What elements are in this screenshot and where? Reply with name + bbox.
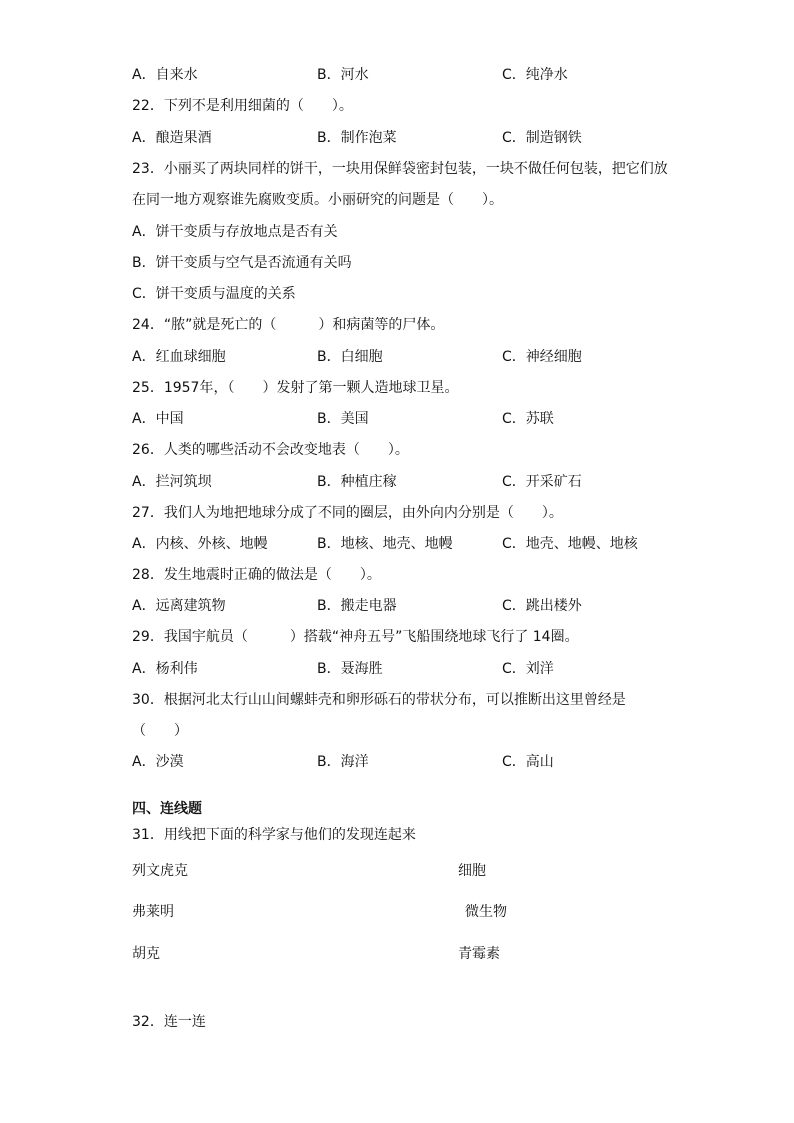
q23-option-b[interactable]: B．饼干变质与空气是否流通有关吗 xyxy=(132,255,352,271)
q24-stem: 24．“脓”就是死亡的（ ）和病菌等的尸体。 xyxy=(132,317,445,333)
q25-option-b[interactable]: B．美国 xyxy=(317,411,369,427)
q29-stem: 29．我国宇航员（ ）搭载“神舟五号”飞船围绕地球飞行了 14圈。 xyxy=(132,629,579,645)
q30-option-a[interactable]: A．沙漠 xyxy=(132,754,184,770)
q22-option-b[interactable]: B．制作泡菜 xyxy=(317,130,397,146)
q22-option-c[interactable]: C．制造钢铁 xyxy=(502,130,582,146)
q27-option-c[interactable]: C．地壳、地幔、地核 xyxy=(502,536,638,552)
q25-stem: 25．1957年，（ ）发射了第一颗人造地球卫星。 xyxy=(132,380,459,396)
q30-option-b[interactable]: B．海洋 xyxy=(317,754,369,770)
q31-left-item-1[interactable]: 列文虎克 xyxy=(132,863,188,879)
q30-stem-line2: （ ） xyxy=(132,723,188,739)
q21-option-c[interactable]: C．纯净水 xyxy=(502,67,568,83)
section-title-matching: 四、连线题 xyxy=(132,801,202,817)
q31-stem: 31．用线把下面的科学家与他们的发现连起来 xyxy=(132,827,416,843)
q24-option-c[interactable]: C．神经细胞 xyxy=(502,349,582,365)
q32-stem: 32．连一连 xyxy=(132,1014,206,1030)
q21-option-b[interactable]: B．河水 xyxy=(317,67,369,83)
q25-option-a[interactable]: A．中国 xyxy=(132,411,184,427)
q26-option-c[interactable]: C．开采矿石 xyxy=(502,474,582,490)
q25-option-c[interactable]: C．苏联 xyxy=(502,411,554,427)
q31-left-item-3[interactable]: 胡克 xyxy=(132,946,160,962)
q31-right-item-1[interactable]: 细胞 xyxy=(458,863,486,879)
q27-stem: 27．我们人为地把地球分成了不同的圈层，由外向内分别是（ ）。 xyxy=(132,505,563,521)
q29-option-b[interactable]: B．聂海胜 xyxy=(317,661,383,677)
q27-option-a[interactable]: A．内核、外核、地幔 xyxy=(132,536,268,552)
q24-option-a[interactable]: A．红血球细胞 xyxy=(132,349,226,365)
q29-option-c[interactable]: C．刘洋 xyxy=(502,661,554,677)
q22-stem: 22．下列不是利用细菌的（ ）。 xyxy=(132,98,353,114)
q28-stem: 28．发生地震时正确的做法是（ ）。 xyxy=(132,567,381,583)
q26-option-a[interactable]: A．拦河筑坝 xyxy=(132,474,212,490)
q21-option-a[interactable]: A．自来水 xyxy=(132,67,198,83)
q27-option-b[interactable]: B．地核、地壳、地幔 xyxy=(317,536,453,552)
q31-right-item-3[interactable]: 青霉素 xyxy=(458,946,500,962)
q30-option-c[interactable]: C．高山 xyxy=(502,754,554,770)
q28-option-a[interactable]: A．远离建筑物 xyxy=(132,598,226,614)
q23-option-c[interactable]: C．饼干变质与温度的关系 xyxy=(132,286,296,302)
q28-option-b[interactable]: B．搬走电器 xyxy=(317,598,397,614)
q23-option-a[interactable]: A．饼干变质与存放地点是否有关 xyxy=(132,224,338,240)
q30-stem-line1: 30．根据河北太行山山间螺蚌壳和卵形砾石的带状分布，可以推断出这里曾经是 xyxy=(132,692,626,708)
q28-option-c[interactable]: C．跳出楼外 xyxy=(502,598,582,614)
q29-option-a[interactable]: A．杨利伟 xyxy=(132,661,198,677)
q26-stem: 26．人类的哪些活动不会改变地表（ ）。 xyxy=(132,442,409,458)
q31-right-item-2[interactable]: 微生物 xyxy=(465,904,507,920)
q31-left-item-2[interactable]: 弗莱明 xyxy=(132,904,174,920)
q24-option-b[interactable]: B．白细胞 xyxy=(317,349,383,365)
q26-option-b[interactable]: B．种植庄稼 xyxy=(317,474,397,490)
q23-stem-line1: 23．小丽买了两块同样的饼干，一块用保鲜袋密封包装，一块不做任何包装，把它们放 xyxy=(132,161,668,177)
q23-stem-line2: 在同一地方观察谁先腐败变质。小丽研究的问题是（ ）。 xyxy=(132,192,503,208)
q22-option-a[interactable]: A．酿造果酒 xyxy=(132,130,212,146)
